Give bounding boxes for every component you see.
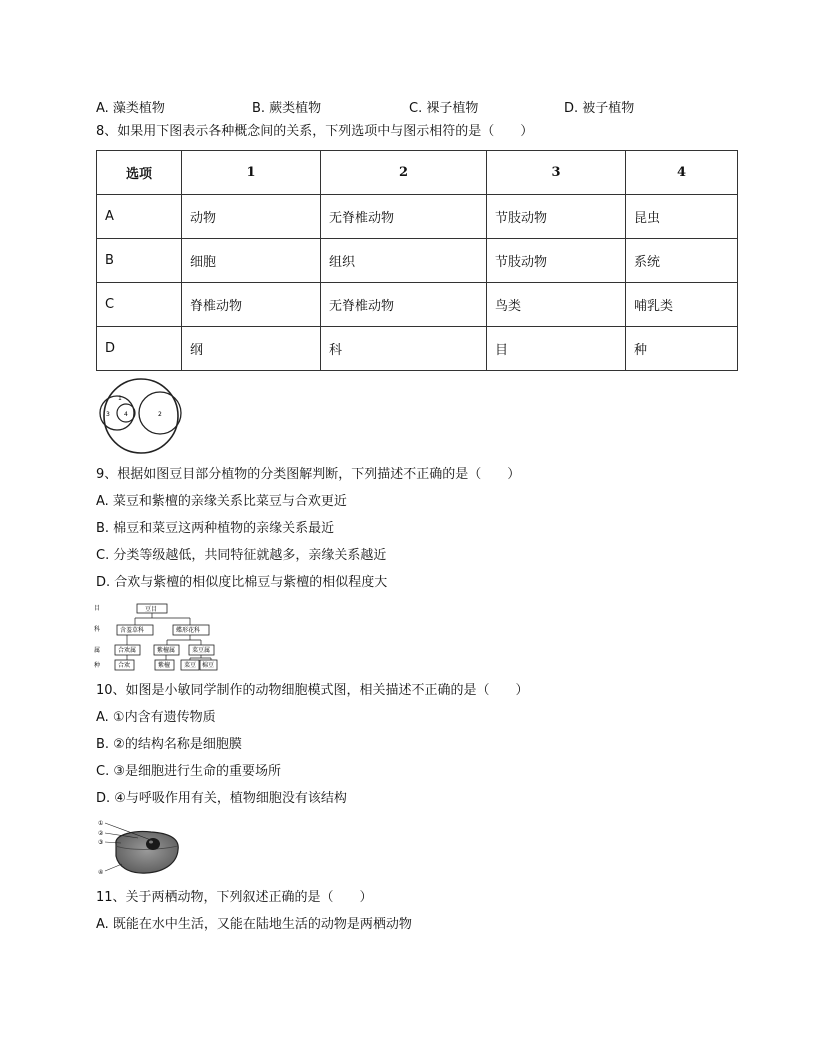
table-header-cell: 2 [321,151,487,195]
node-family: 蝶形花科 [176,627,201,634]
q7-option-d: D. 被子植物 [564,101,635,116]
table-cell: 组织 [321,239,487,283]
cell-nucleus [146,838,160,850]
table-cell: 无脊椎动物 [321,283,487,327]
node-species: 合欢 [118,662,131,669]
q7-option-c: C. 裸子植物 [409,101,479,116]
node-genus: 紫檀属 [157,647,176,654]
table-header-cell: 1 [182,151,321,195]
q10-stem: 10、如图是小敏同学制作的动物细胞模式图，相关描述不正确的是（ ） [96,683,529,698]
table-cell: 脊椎动物 [182,283,321,327]
rank-label-order: 目 [94,605,101,612]
q8-stem: 8、如果用下图表示各种概念间的关系，下列选项中与图示相符的是（ ） [96,124,534,139]
cell-label-1: ① [98,820,104,827]
table-row [97,283,738,327]
q9-option-d: D. 合欢与紫檀的相似度比棉豆与紫檀的相似程度大 [96,575,388,590]
table-header-cell: 选项 [97,151,182,195]
node-genus: 合欢属 [118,647,137,654]
table-cell: 细胞 [182,239,321,283]
q9-option-a: A. 菜豆和紫檀的亲缘关系比菜豆与合欢更近 [96,494,347,509]
table-cell: 系统 [626,239,738,283]
cell-body [116,832,178,874]
node-species: 紫檀 [158,662,171,669]
table-cell: B [97,239,182,283]
q10-option-a: A. ①内含有遗传物质 [96,710,216,725]
rank-label-genus: 属 [94,647,101,654]
table-cell: 节肢动物 [487,195,626,239]
circle-label: 2 [158,411,162,418]
q7-option-b: B. 蕨类植物 [252,101,322,116]
node-species: 棉豆 [202,662,215,669]
q9-stem: 9、根据如图豆目部分植物的分类图解判断，下列描述不正确的是（ ） [96,467,521,482]
node-genus: 菜豆属 [192,647,211,654]
table-row [97,327,738,371]
concept-circles-figure [97,377,187,457]
table-cell: 目 [487,327,626,371]
table-cell: 纲 [182,327,321,371]
table-cell: 无脊椎动物 [321,195,487,239]
table-row [97,239,738,283]
table-header-cell: 4 [626,151,738,195]
circle-label: 1 [118,395,122,402]
table-cell: 节肢动物 [487,239,626,283]
table-header-cell: 3 [487,151,626,195]
table-header-row [97,151,738,195]
table-cell: 动物 [182,195,321,239]
table-row [97,195,738,239]
circle-1 [104,379,178,453]
table-cell: D [97,327,182,371]
table-cell: 哺乳类 [626,283,738,327]
rank-label-species: 种 [94,662,101,669]
q9-option-b: B. 棉豆和菜豆这两种植物的亲缘关系最近 [96,521,335,536]
circle-label: 4 [124,411,128,418]
table-cell: 昆虫 [626,195,738,239]
q11-option-a: A. 既能在水中生活，又能在陆地生活的动物是两栖动物 [96,917,412,932]
q11-stem: 11、关于两栖动物，下列叙述正确的是（ ） [96,890,373,905]
node-family: 含羞草科 [120,627,145,634]
q9-option-c: C. 分类等级越低，共同特征就越多，亲缘关系越近 [96,548,387,563]
node-order: 豆目 [145,606,158,613]
cell-label-3: ③ [98,839,104,846]
rank-label-family: 科 [94,626,101,633]
table-cell: 科 [321,327,487,371]
cell-label-2: ② [98,830,104,837]
q10-option-b: B. ②的结构名称是细胞膜 [96,737,242,752]
table-cell: C [97,283,182,327]
table-cell: A [97,195,182,239]
node-species: 菜豆 [184,662,197,669]
q10-option-d: D. ④与呼吸作用有关，植物细胞没有该结构 [96,791,347,806]
classification-tree-figure [93,602,218,672]
table-cell: 种 [626,327,738,371]
animal-cell-model-figure [96,816,186,878]
circle-label: 3 [106,411,110,418]
q10-option-c: C. ③是细胞进行生命的重要场所 [96,764,281,779]
cell-label-4: ④ [98,869,104,876]
q7-option-a: A. 藻类植物 [96,101,165,116]
q8-options-table [96,150,738,371]
table-cell: 鸟类 [487,283,626,327]
